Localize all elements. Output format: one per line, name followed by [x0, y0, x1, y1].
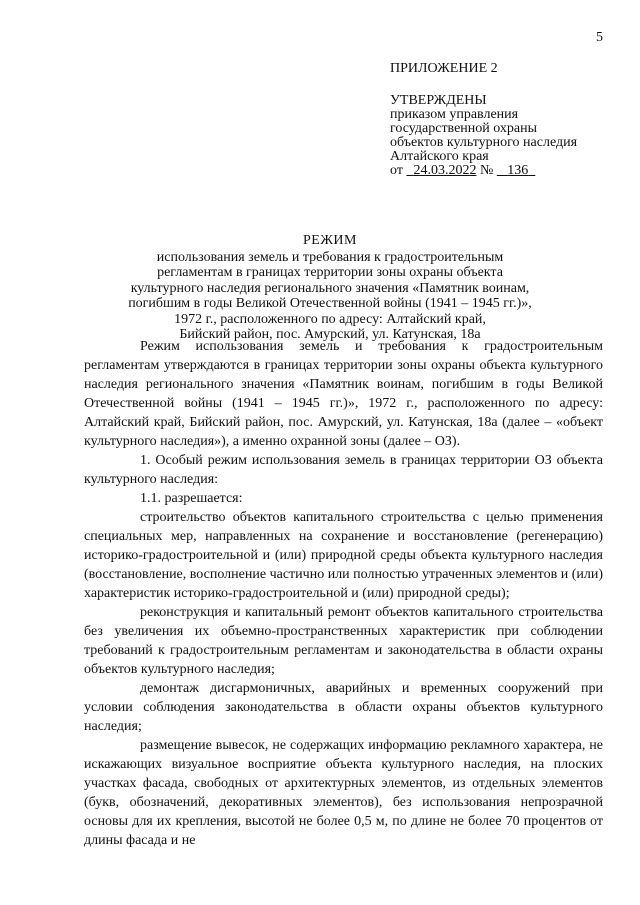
- title-line: Бийский район, пос. Амурский, ул. Катунская, 18а: [179, 327, 481, 342]
- body-paragraph: строительство объектов капитального строительства с целью применения специальных мер, направленных на сохранение и восстановление (регенерацию) историко-градостроительной и (или) природной среды объекта культурного наследия (восстановление, восполнение частично или полностью утраченных элементов и (или) характеристик историко-градостроительной и (или) природной среды);: [84, 510, 603, 601]
- appendix-label: ПРИЛОЖЕНИЕ 2: [390, 61, 498, 76]
- body-paragraph: Режим использования земель и требования к градостроительным регламентам утверждаются в границах территории зоны охраны объекта культурного наследия регионального значения «Памятник воинам, погибшим в годы Великой Отечественной войны (1941 – 1945 гг.)», 1972 г., расположенного по адресу: Алтайский край, Бийский район, пос. Амурский, ул. Катунская, 18а (далее – «объект культурного наследия»), а именно охранной зоны (далее – ОЗ).: [84, 339, 603, 449]
- approval-line: Алтайского края: [390, 149, 489, 164]
- number-sign: №: [479, 163, 494, 178]
- title-heading: РЕЖИМ: [303, 233, 357, 248]
- date-prefix: от: [390, 163, 403, 178]
- title-line: использования земель и требования к градостроительным: [156, 249, 504, 265]
- document-body: [84, 337, 603, 850]
- title-line: культурного наследия регионального значения «Памятник воинам,: [130, 280, 530, 296]
- title-line: 1972 г., расположенного по адресу: Алтайский край,: [174, 311, 486, 327]
- approved-label: УТВЕРЖДЕНЫ: [390, 93, 487, 108]
- order-date-line: [390, 164, 630, 178]
- body-paragraph: размещение вывесок, не содержащих информацию рекламного характера, не искажающих визуальное восприятие объекта культурного наследия, на плоских участках фасада, свободных от архитектурных элементов, из отдельных элементов (букв, обозначений, декоративных элементов), без использования непрозрачной основы для их крепления, высотой не более 0,5 м, по длине не более 70 процентов от длины фасада и не: [84, 738, 603, 848]
- order-number: 136: [507, 163, 529, 178]
- approval-line: приказом управления: [390, 107, 519, 122]
- title-line: погибшим в годы Великой Отечественной войны (1941 – 1945 гг.)»,: [128, 296, 532, 311]
- order-date: 24.03.2022: [413, 163, 477, 178]
- body-paragraph: демонтаж дисгармоничных, аварийных и временных сооружений при условии соблюдения законодательства в области охраны объектов культурного наследия;: [84, 681, 603, 734]
- page-number: 5: [596, 30, 603, 45]
- document-title: [80, 233, 580, 343]
- body-paragraph: реконструкция и капитальный ремонт объектов капитального строительства без увеличения их объемно-пространственных характеристик при соблюдении требований к градостроительным регламентам и законодательства в области охраны объектов культурного наследия;: [84, 605, 603, 677]
- approval-block: [390, 62, 630, 178]
- approval-line: государственной охраны: [390, 121, 538, 136]
- body-paragraph: 1. Особый режим использования земель в границах территории ОЗ объекта культурного наследия:: [84, 453, 603, 487]
- body-paragraph: 1.1. разрешается:: [140, 491, 243, 506]
- approval-line: объектов культурного наследия: [390, 135, 578, 150]
- title-line: регламентам в границах территории зоны охраны объекта: [157, 265, 503, 280]
